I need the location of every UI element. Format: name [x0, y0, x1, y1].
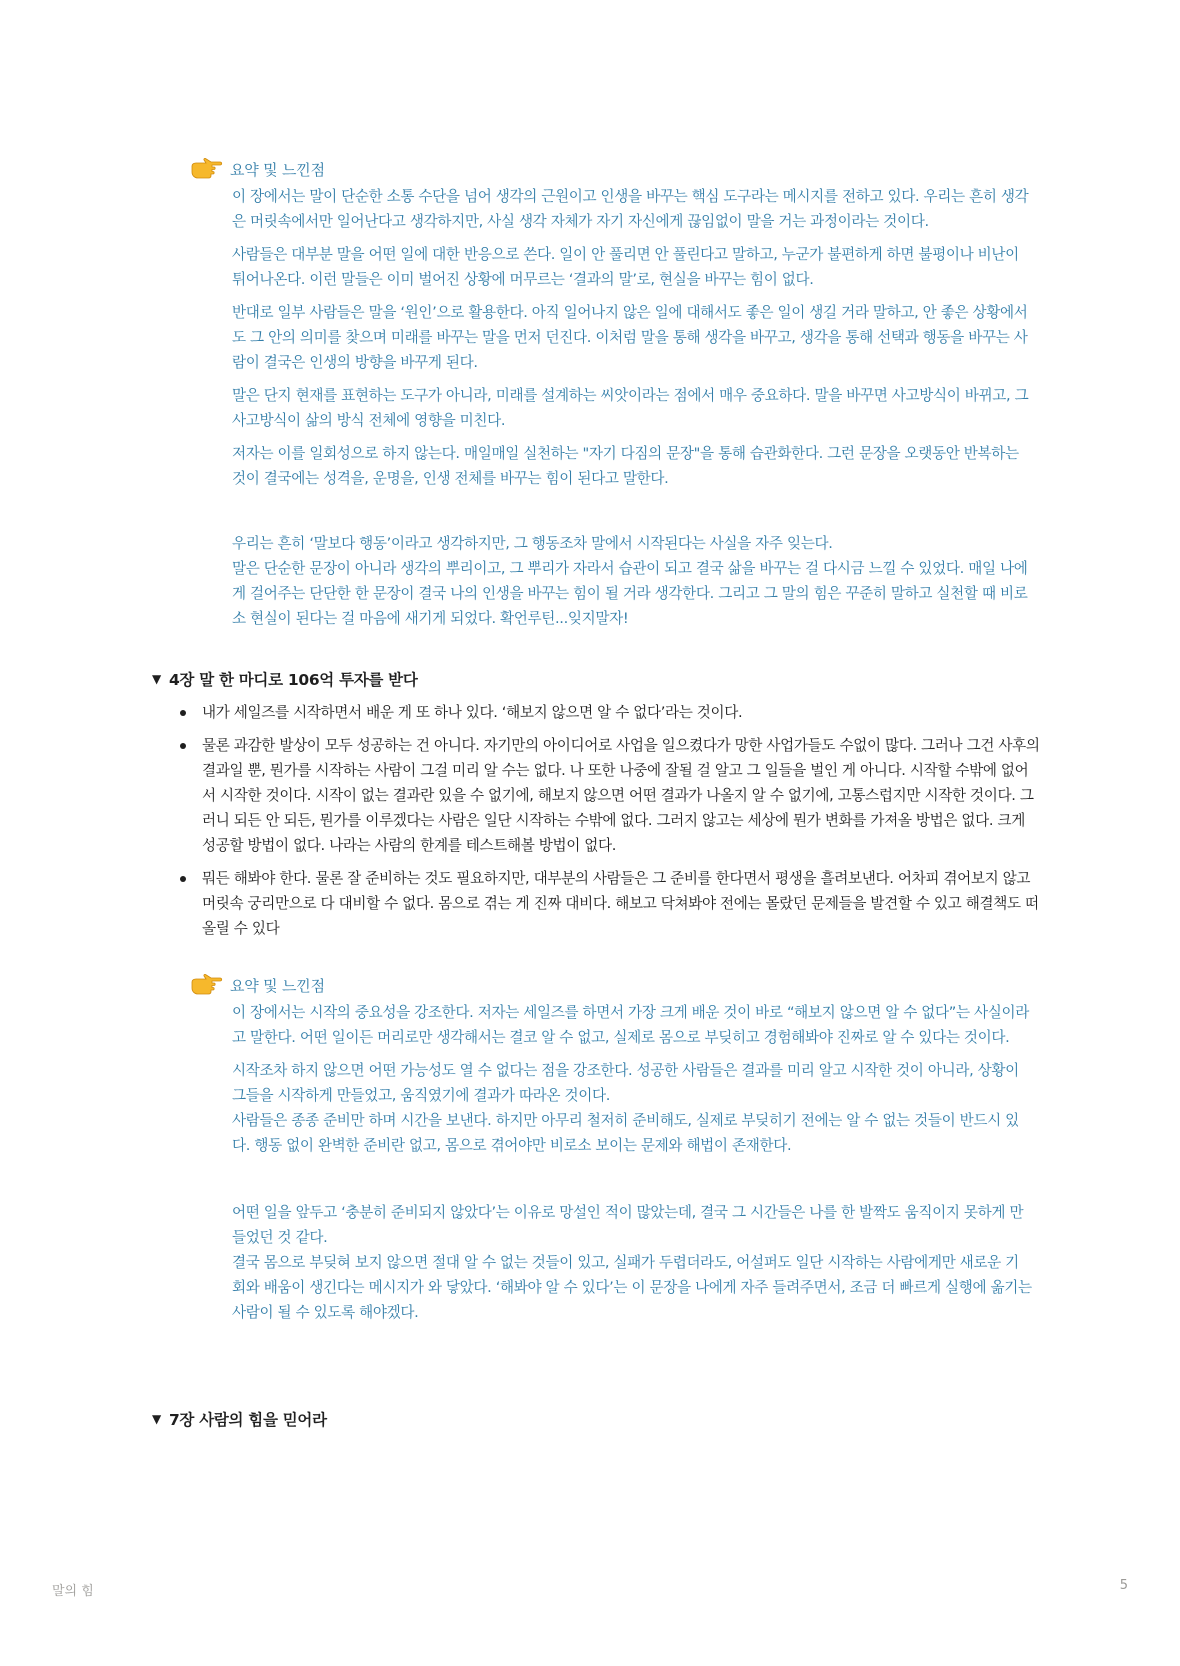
footer-page-number: 5: [1119, 1578, 1128, 1593]
callout-body: [232, 184, 1032, 631]
callout-summary-ch4: [188, 970, 1038, 1325]
callout-paragraph: 사람들은 대부분 말을 어떤 일에 대한 반응으로 쓴다. 일이 안 풀리면 안 풀린다고 말하고, 누군가 불편하게 하면 불평이나 비난이 튀어나온다. 이런 말들은 이미 벌어진 상황에 머무르는 ‘결과의 말’로, 현실을 바꾸는 힘이 없다.: [232, 246, 1019, 288]
list-item: [152, 733, 1042, 858]
toggle-chapter-7[interactable]: [152, 1408, 327, 1430]
callout-paragraph: 시작조차 하지 않으면 어떤 가능성도 열 수 없다는 점을 강조한다. 성공한 사람들은 결과를 미리 알고 시작한 것이 아니라, 상황이 그들을 시작하게 만들었고, 움직였기에 결과가 따라온 것이다.: [232, 1062, 1019, 1104]
bullet-list: [152, 700, 1042, 949]
list-item-text: 물론 과감한 발상이 모두 성공하는 건 아니다. 자기만의 아이디어로 사업을 일으켰다가 망한 사업가들도 수없이 많다. 그러나 그건 사후의 결과일 뿐, 뭔가를 시작하는 사람이 그걸 미리 알 수는 없다. 나 또한 나중에 잘될 걸 알고 그 일들을 벌인 게 아니다. 시작할 수밖에 없어서 시작한 것이다. 시작이 없는 결과란 있을 수 없기에, 해보지 않으면 어떤 결과가 나올지 알 수 없기에, 고통스럽지만 시작한 것이다. 그러니 되든 안 되든, 뭔가를 이루겠다는 사람은 일단 시작하는 수밖에 없다. 그러지 않고는 세상에 뭔가 변화를 가져올 방법은 없다. 크게 성공할 방법이 없다. 나라는 사람의 한계를 테스트해볼 방법이 없다.: [202, 737, 1040, 854]
toggle-arrow-icon[interactable]: ▼: [152, 1412, 161, 1426]
footer-doc-title: 말의 힘: [52, 1584, 94, 1599]
callout-paragraph: 사람들은 종종 준비만 하며 시간을 보낸다. 하지만 아무리 철저히 준비해도, 실제로 부딪히기 전에는 알 수 없는 것들이 반드시 있다. 행동 없이 완벽한 준비란 없고, 몸으로 겪어야만 비로소 보이는 문제와 해법이 존재한다.: [232, 1112, 1019, 1154]
callout-title: 요약 및 느낀점: [230, 976, 325, 995]
callout-body: [232, 1000, 1032, 1325]
list-item: [152, 866, 1042, 941]
toggle-arrow-icon[interactable]: ▼: [152, 672, 161, 686]
callout-paragraph: 어떤 일을 앞두고 ‘충분히 준비되지 않았다’는 이유로 망설인 적이 많았는데, 결국 그 시간들은 나를 한 발짝도 움직이지 못하게 만들었던 것 같다.: [232, 1204, 1024, 1246]
callout-paragraph: 이 장에서는 시작의 중요성을 강조한다. 저자는 세일즈를 하면서 가장 크게 배운 것이 바로 “해보지 않으면 알 수 없다”는 사실이라고 말한다. 어떤 일이든 머리로만 생각해서는 결코 알 수 없고, 실제로 몸으로 부딪히고 경험해봐야 진짜로 알 수 있다는 것이다.: [232, 1004, 1030, 1046]
callout-paragraph: 말은 단순한 문장이 아니라 생각의 뿌리이고, 그 뿌리가 자라서 습관이 되고 결국 삶을 바꾸는 걸 다시금 느낄 수 있었다. 매일 나에게 걸어주는 단단한 한 문장이 결국 나의 인생을 바꾸는 힘이 될 거라 생각한다. 그리고 그 말의 힘은 꾸준히 말하고 실천할 때 비로소 현실이 된다는 걸 마음에 새기게 되었다. 확언루틴...잊지말자!: [232, 560, 1028, 627]
toggle-chapter-4[interactable]: [152, 668, 418, 690]
bullet-icon: [180, 743, 186, 749]
callout-paragraph: 말은 단지 현재를 표현하는 도구가 아니라, 미래를 설계하는 씨앗이라는 점에서 매우 중요하다. 말을 바꾸면 사고방식이 바뀌고, 그 사고방식이 삶의 방식 전체에 영향을 미친다.: [232, 387, 1029, 429]
callout-paragraph: 우리는 흔히 ‘말보다 행동’이라고 생각하지만, 그 행동조차 말에서 시작된다는 사실을 자주 잊는다.: [232, 535, 833, 552]
callout-paragraph: 이 장에서는 말이 단순한 소통 수단을 넘어 생각의 근원이고 인생을 바꾸는 핵심 도구라는 메시지를 전하고 있다. 우리는 흔히 생각은 머릿속에서만 일어난다고 생각하지만, 사실 생각 자체가 자기 자신에게 끊임없이 말을 거는 과정이라는 것이다.: [232, 188, 1029, 230]
callout-paragraph: 저자는 이를 일회성으로 하지 않는다. 매일매일 실천하는 "자기 다짐의 문장"을 통해 습관화한다. 그런 문장을 오랫동안 반복하는 것이 결국에는 성격을, 운명을, 인생 전체를 바꾸는 힘이 된다고 말한다.: [232, 445, 1019, 487]
list-item-text: 내가 세일즈를 시작하면서 배운 게 또 하나 있다. ‘해보지 않으면 알 수 없다’라는 것이다.: [202, 704, 743, 721]
bullet-icon: [180, 876, 186, 882]
toggle-title: 4장 말 한 마디로 106억 투자를 받다: [168, 671, 418, 689]
pointing-hand-icon: [190, 973, 224, 997]
list-item-text: 뭐든 해봐야 한다. 물론 잘 준비하는 것도 필요하지만, 대부분의 사람들은 그 준비를 한다면서 평생을 흘려보낸다. 어차피 겪어보지 않고 머릿속 궁리만으로 다 대비할 수 없다. 몸으로 겪는 게 진짜 대비다. 해보고 닥쳐봐야 전에는 몰랐던 문제들을 발견할 수 있고 해결책도 떠올릴 수 있다: [202, 870, 1039, 937]
toggle-title: 7장 사람의 힘을 믿어라: [168, 1411, 327, 1429]
callout-header: [188, 154, 1038, 184]
bullet-icon: [180, 710, 186, 716]
callout-summary-ch3: [188, 154, 1038, 631]
callout-header: [188, 970, 1038, 1000]
callout-paragraph: 결국 몸으로 부딪혀 보지 않으면 절대 알 수 없는 것들이 있고, 실패가 두렵더라도, 어설퍼도 일단 시작하는 사람에게만 새로운 기회와 배움이 생긴다는 메시지가 와 닿았다. ‘해봐야 알 수 있다’는 이 문장을 나에게 자주 들려주면서, 조금 더 빠르게 실행에 옮기는 사람이 될 수 있도록 해야겠다.: [232, 1254, 1032, 1321]
list-item: [152, 700, 1042, 725]
pointing-hand-icon: [190, 157, 224, 181]
callout-title: 요약 및 느낀점: [230, 160, 325, 179]
callout-paragraph: 반대로 일부 사람들은 말을 ‘원인’으로 활용한다. 아직 일어나지 않은 일에 대해서도 좋은 일이 생길 거라 말하고, 안 좋은 상황에서도 그 안의 의미를 찾으며 미래를 바꾸는 말을 먼저 던진다. 이처럼 말을 통해 생각을 바꾸고, 생각을 통해 선택과 행동을 바꾸는 사람이 결국은 인생의 방향을 바꾸게 된다.: [232, 304, 1028, 371]
